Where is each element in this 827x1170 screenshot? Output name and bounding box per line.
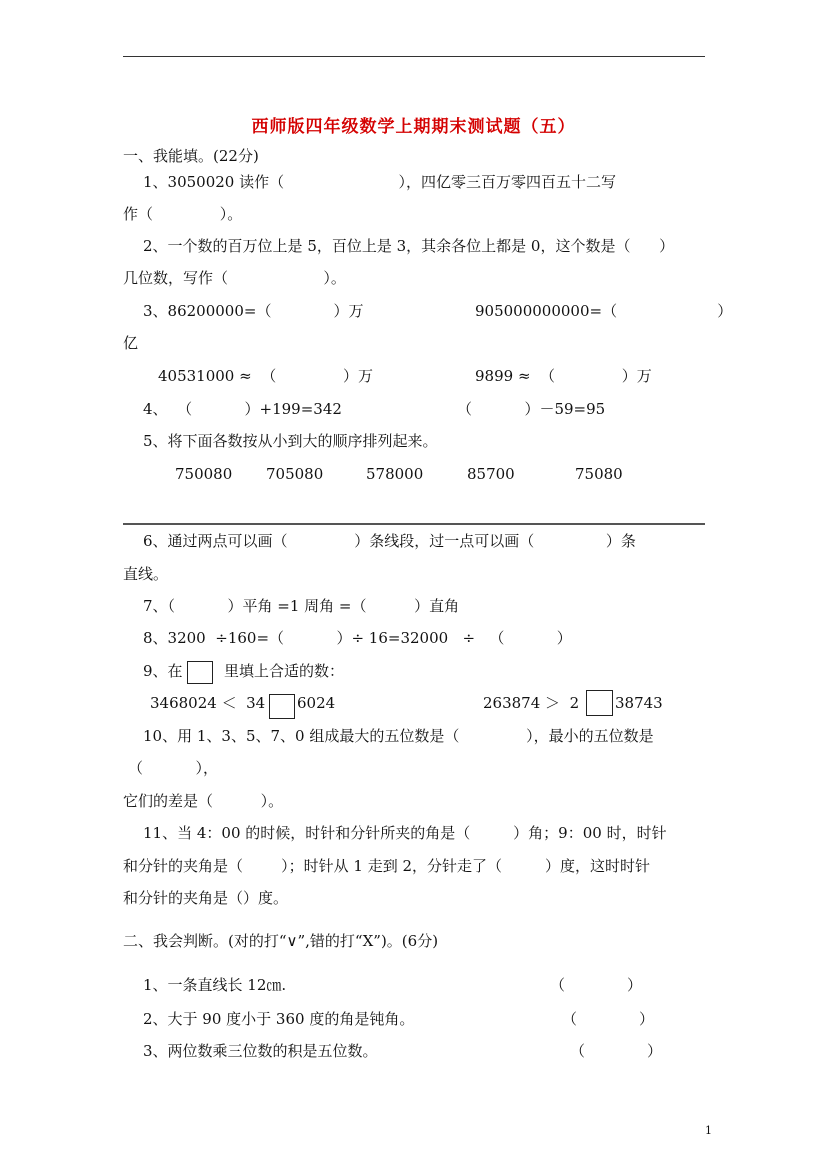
q3-line-a-right: 905000000000=（ ） bbox=[475, 302, 733, 320]
q10-line-b: （ ）， bbox=[128, 759, 218, 777]
q4-right: （ ）－59=95 bbox=[457, 400, 606, 418]
q10-line-c: 它们的差是（ ）。 bbox=[123, 792, 284, 810]
q9-line-a-pre: 9、在 bbox=[143, 662, 183, 680]
q6-line-a: 6、通过两点可以画（ ）条线段，过一点可以画（ ）条 bbox=[143, 532, 636, 550]
q11-line-b: 和分针的夹角是（ ）；时针从 1 走到 2，分针走了（ ）度，这时时针 bbox=[123, 857, 650, 875]
q3-line-a-left: 3、86200000=（ ）万 bbox=[143, 302, 364, 320]
q9-left-post: 6024 bbox=[297, 694, 336, 712]
judge-item-text: 2、大于 90 度小于 360 度的角是钝角。 bbox=[143, 1010, 415, 1028]
q5-text: 5、将下面各数按从小到大的顺序排列起来。 bbox=[143, 432, 438, 450]
fill-box-right[interactable] bbox=[586, 690, 613, 716]
judge-item-mark: （ ） bbox=[562, 1010, 654, 1028]
q8-line: 8、3200 ÷160=（ ）÷ 16=32000 ÷ （ ） bbox=[143, 629, 572, 647]
q5-number: 75080 bbox=[575, 465, 623, 483]
q9-right-pre: 263874 ＞ 2 bbox=[483, 694, 580, 712]
page-number: 1 bbox=[705, 1124, 712, 1137]
section1-heading: 一、我能填。(22分) bbox=[123, 147, 259, 165]
q5-number: 578000 bbox=[366, 465, 424, 483]
q7-line: 7、（ ）平角 =1 周角 =（ ）直角 bbox=[143, 597, 460, 615]
q2-line-b: 几位数，写作（ ）。 bbox=[123, 269, 346, 287]
judge-item-mark: （ ） bbox=[570, 1042, 662, 1060]
page-title: 西师版四年级数学上期期末测试题（五） bbox=[251, 117, 576, 137]
q10-line-a: 10、用 1、3、5、7、0 组成最大的五位数是（ ），最小的五位数是 bbox=[143, 727, 654, 745]
q2-line-a: 2、一个数的百万位上是 5，百位上是 3，其余各位上都是 0，这个数是（ ） bbox=[143, 237, 675, 255]
q5-number: 85700 bbox=[467, 465, 515, 483]
q3-line-b: 亿 bbox=[123, 334, 139, 352]
fill-box-example bbox=[187, 661, 213, 684]
q3-line-c-left: 40531000 ≈ （ ）万 bbox=[158, 367, 373, 385]
q5-number: 750080 bbox=[175, 465, 233, 483]
q3-line-c-right: 9899 ≈ （ ）万 bbox=[475, 367, 652, 385]
fill-box-left[interactable] bbox=[269, 694, 295, 719]
q5-number: 705080 bbox=[266, 465, 324, 483]
q9-left-pre: 3468024 ＜ 34 bbox=[150, 694, 266, 712]
answer-rule bbox=[123, 523, 705, 525]
q1-line-b: 作（ ）。 bbox=[123, 205, 243, 223]
q6-line-b: 直线。 bbox=[123, 565, 169, 583]
section2-heading: 二、我会判断。(对的打“∨”,错的打“X”)。(6分) bbox=[123, 932, 439, 950]
header-rule bbox=[123, 56, 705, 57]
q11-line-a: 11、当 4：00 的时候，时针和分针所夹的角是（ ）角；9：00 时，时针 bbox=[143, 824, 667, 842]
q9-line-a-post: 里填上合适的数： bbox=[224, 662, 345, 680]
q11-line-c: 和分针的夹角是（）度。 bbox=[123, 889, 289, 907]
judge-item-mark: （ ） bbox=[550, 976, 642, 994]
q9-right-post: 38743 bbox=[615, 694, 663, 712]
judge-item-text: 3、两位数乘三位数的积是五位数。 bbox=[143, 1042, 378, 1060]
q4-left: 4、 （ ）+199=342 bbox=[143, 400, 342, 418]
q1-line-a: 1、3050020 读作（ ），四亿零三百万零四百五十二写 bbox=[143, 173, 617, 191]
judge-item-text: 1、一条直线长 12㎝. bbox=[143, 976, 287, 994]
